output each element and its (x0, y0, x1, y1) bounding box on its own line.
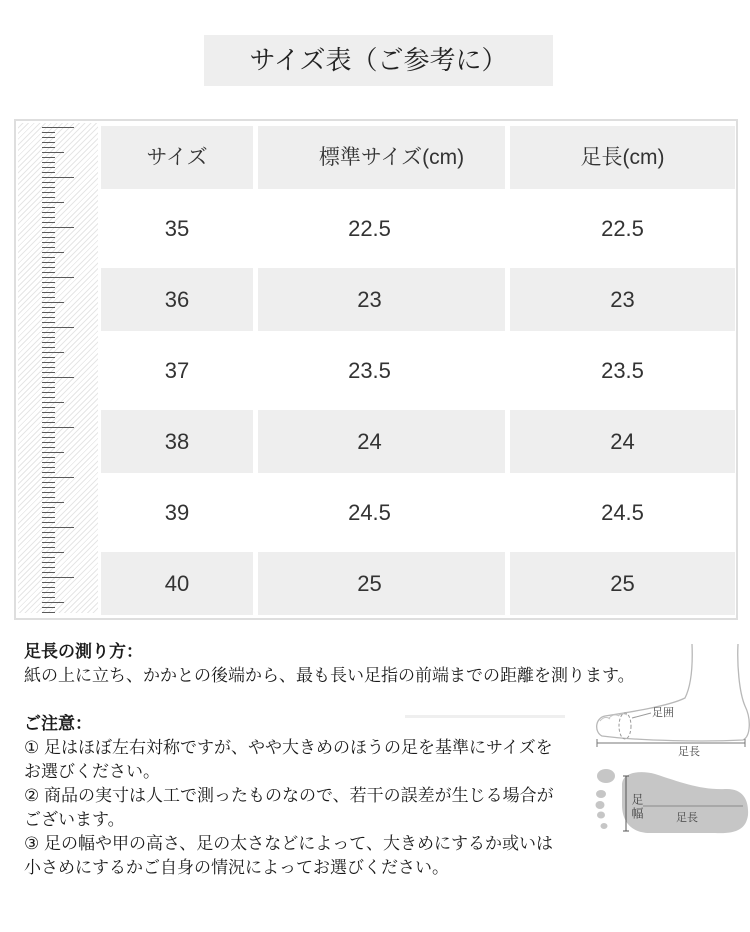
foot-length-cell: 22.5 (601, 216, 644, 241)
header-size: サイズ (101, 126, 253, 189)
note-item (24, 736, 684, 784)
foot-length-cell: 24 (510, 410, 735, 473)
size-cell: 39 (164, 500, 190, 525)
table-row (101, 268, 735, 331)
size-cell: 40 (101, 552, 253, 615)
size-cell: 35 (164, 216, 190, 241)
girth-label: 足囲 (652, 707, 674, 719)
ruler-ticks (18, 123, 98, 613)
foot-length-cell: 24.5 (601, 500, 644, 525)
size-cell: 37 (164, 358, 190, 383)
foot-length-cell: 25 (510, 552, 735, 615)
standard-size-cell: 25 (258, 552, 505, 615)
width-label: 足幅 (630, 793, 644, 821)
header-foot-length: 足長(cm) (510, 126, 735, 189)
notes-section (24, 712, 684, 880)
standard-size-cell: 24.5 (348, 500, 391, 525)
note-item (24, 832, 684, 880)
table-row (101, 552, 735, 615)
standard-size-cell: 22.5 (348, 216, 391, 241)
size-table (101, 126, 735, 623)
foot-length-cell: 23.5 (601, 358, 644, 383)
size-table-frame (14, 119, 738, 620)
size-cell: 38 (101, 410, 253, 473)
measure-heading: 足長の測り方： (24, 642, 143, 661)
note-item (24, 784, 684, 832)
note-line: お選びください。 (24, 762, 160, 781)
standard-size-cell: 23.5 (348, 358, 391, 383)
table-row (101, 481, 735, 544)
note-line: ③ 足の幅や甲の高さ、足の太さなどによって、大きめにするか或いは (24, 834, 553, 853)
table-row (101, 197, 735, 260)
table-row (101, 339, 735, 402)
table-row (101, 410, 735, 473)
note-line: ございます。 (24, 810, 125, 829)
header-standard-size: 標準サイズ(cm) (258, 126, 505, 189)
side-length-label: 足長 (678, 746, 700, 758)
standard-size-cell: 23 (258, 268, 505, 331)
table-header-row (101, 126, 735, 189)
sole-length-label: 足長 (676, 812, 698, 824)
size-chart-title: サイズ表（ご参考に） (204, 35, 553, 86)
measurement-guide (24, 640, 684, 880)
notes-heading: ご注意： (24, 714, 92, 733)
standard-size-cell: 24 (258, 410, 505, 473)
size-cell: 36 (101, 268, 253, 331)
ruler-graphic (18, 123, 98, 613)
note-line: ① 足はほぼ左右対称ですが、やや大きめのほうの足を基準にサイズを (24, 738, 553, 757)
measure-text: 紙の上に立ち、かかとの後端から、最も長い足指の前端までの距離を測ります。 (24, 666, 635, 685)
note-line: ② 商品の実寸は人工で測ったものなので、若干の誤差が生じる場合が (24, 786, 554, 805)
note-line: 小さめにするかご自身の情況によってお選びください。 (24, 858, 449, 877)
foot-length-cell: 23 (510, 268, 735, 331)
